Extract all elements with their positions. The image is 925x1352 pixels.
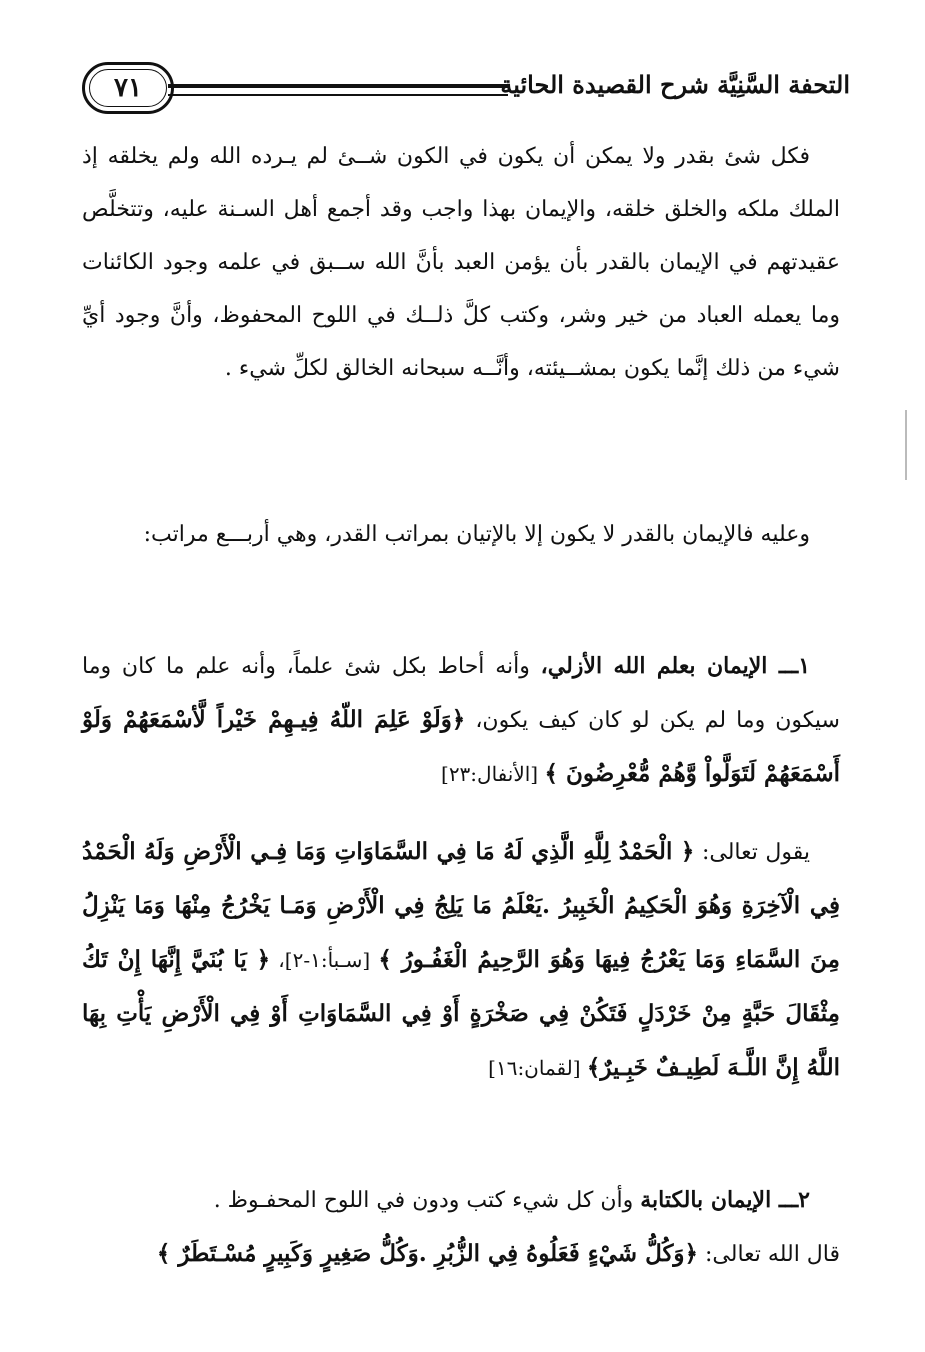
paragraph-verses-block — [82, 825, 840, 1095]
rank-1-text: وأنه أحاط بكل شئ علماً، وأنه علم ما كان وما سيكون وما لم يكن لو كان كيف يكون، — [82, 654, 840, 733]
rank-2-heading: ٢ـــ الإيمان بالكتابة — [640, 1187, 810, 1213]
scan-edge-mark — [905, 410, 907, 480]
paragraph-rank-1 — [82, 640, 840, 801]
verse-ref-luqman: [لقمان:١٦] — [488, 1056, 587, 1080]
verse-ref-saba: [سـبأ:١-٢]، — [270, 948, 379, 972]
rank-2-text: وأن كل شيء كتب ودون في اللوح المحفـوظ . — [213, 1188, 641, 1213]
verse-saba: ﴿ الْحَمْدُ لِلَّهِ الَّذِي لَهُ مَا فِي السَّمَاوَاتِ وَمَا فِـي الْأَرْضِ وَلَهُ الْحَمْدُ فِي الْآخِرَةِ وَهُوَ الْحَكِيمُ الْخَبِيرُ .يَعْلَمُ مَا يَلِجُ فِي الْأَرْضِ وَمَـا يَخْرُجُ مِنْهَا وَمَا يَنْزِلُ مِنَ السَّمَاءِ وَمَا يَعْرُجُ فِيهَا وَهُوَ الرَّحِيمُ الْغَفُـورُ ﴾ — [82, 838, 840, 973]
page-number: ٧١ — [114, 73, 142, 103]
paragraph-qamar-verse — [82, 1227, 840, 1281]
paragraph-rank-2-block — [82, 1174, 840, 1281]
verses-intro: يقول تعالى: — [694, 840, 810, 865]
running-title: التحفة السَّنِيَّة شرح القصيدة الحائية — [500, 70, 850, 99]
rank-1-heading: ١ـــ الإيمان بعلم الله الأزلي، — [540, 653, 811, 679]
paragraph-ranks-intro: وعليه فالإيمان بالقدر لا يكون إلا بالإتيان بمراتب القدر، وهي أربـــع مراتب: — [143, 522, 810, 547]
paragraph-verses — [82, 825, 840, 1095]
paragraph-rank-1-block — [82, 640, 840, 801]
verse-ref-anfal: [الأنفال:٢٣] — [441, 762, 545, 786]
paragraph-qadar-intro-block — [82, 130, 840, 395]
paragraph-rank-2 — [82, 1174, 840, 1227]
header-rule — [168, 84, 508, 96]
page-number-badge — [82, 62, 174, 114]
verse-qamar: ﴿وَكُلُّ شَيْءٍ فَعَلُوهُ فِي الزُّبُرِ .وَكُلُّ صَغِيرٍ وَكَبِيرٍ مُسْـتَطَرٌ ﴾ — [156, 1240, 699, 1267]
qamar-intro: قال الله تعالى: — [698, 1242, 840, 1267]
paragraph-qadar-intro: فكل شئ بقدر ولا يمكن أن يكون في الكون شــئ لم يـرده الله ولم يخلقه إذ الملك ملكه والخلق خلقه، والإيمان بهذا واجب وقد أجمع أهل السـنة عليه، وتتخلَّص عقيدتهم في الإيمان بالقدر بأن يؤمن العبد بأنَّ الله ســبق في علمه وجود الكائنات وما يعمله العباد من خير وشر، وكتب كلَّ ذلــك في اللوح المحفوظ، وأنَّ وجود أيِّ شيء من ذلك إنَّما يكون بمشــيئته، وأنَّــه سبحانه الخالق لكلِّ شيء . — [82, 144, 841, 381]
verse-luqman: ﴿ يَا بُنَيَّ إِنَّهَا إِنْ تَكُ مِثْقَالَ حَبَّةٍ مِنْ خَرْدَلٍ فَتَكُنْ فِي صَخْرَةٍ أَوْ فِي السَّمَاوَاتِ أَوْ فِي الْأَرْضِ يَأْتِ بِهَا اللَّهُ إِنَّ اللَّـهَ لَطِيـفٌ خَبِـيرٌ﴾ — [82, 946, 840, 1081]
page-header — [78, 62, 850, 118]
verse-anfal: ﴿وَلَوْ عَلِمَ اللّهُ فِيـهِمْ خَيْراً لَّأسْمَعَهُمْ وَلَوْ أَسْمَعَهُمْ لَتَوَلَّواْ وَّهُمْ مُّعْرِضُونَ ﴾ — [82, 706, 840, 787]
paragraph-ranks-block — [82, 508, 840, 561]
